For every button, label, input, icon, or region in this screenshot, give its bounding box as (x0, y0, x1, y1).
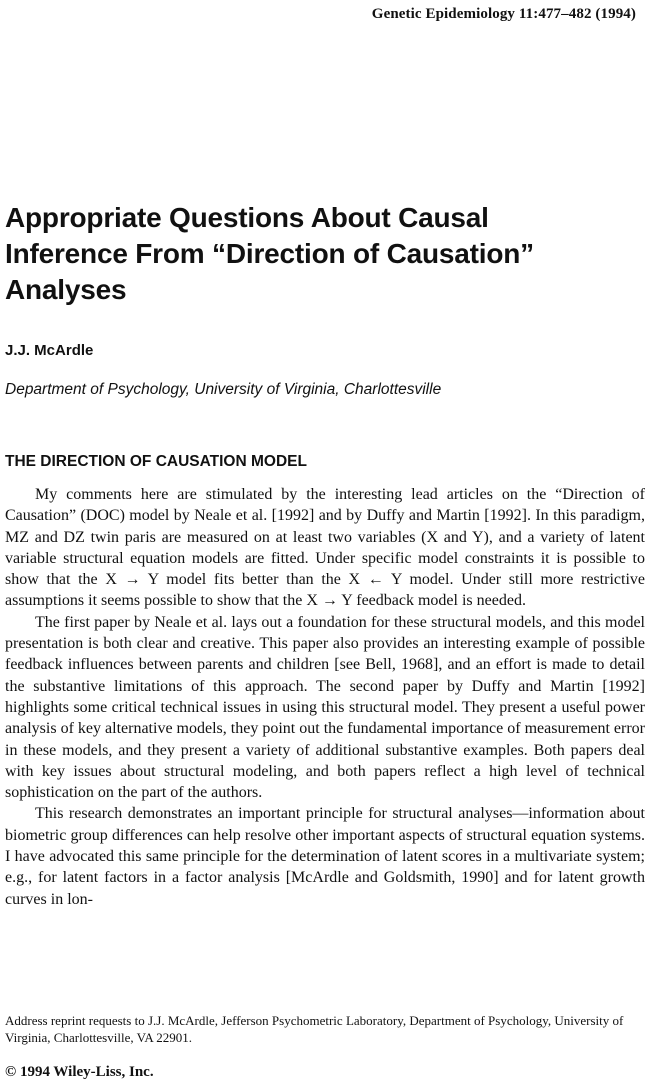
paragraph: This research demonstrates an important principle for structural analyses—information about biometric group differences can help resolve other important aspects of structural equation systems. I have advocated this same principle for the determination of latent scores in a multivariate system; e.g., for latent factors in a factor analysis [McArdle and Goldsmith, 1990] and for latent growth curves in lon- (5, 805, 645, 908)
title-line: Inference From “Direction of Causation” (5, 238, 534, 269)
title-line: Analyses (5, 274, 127, 305)
reprint-footnote: Address reprint requests to J.J. McArdle, Jefferson Psychometric Laboratory, Department of Psychology, University of Virginia, Charlottesville, VA 22901. (5, 1013, 624, 1045)
article-title (5, 200, 645, 308)
author-affiliation: Department of Psychology, University of Virginia, Charlottesville (5, 381, 442, 398)
author-name: J.J. McArdle (5, 342, 94, 359)
title-line: Appropriate Questions About Causal (5, 202, 489, 233)
copyright-notice: © 1994 Wiley-Liss, Inc. (5, 1064, 154, 1080)
journal-citation: Genetic Epidemiology 11:477–482 (1994) (371, 6, 636, 22)
section-heading: THE DIRECTION OF CAUSATION MODEL (5, 453, 307, 470)
paragraph: My comments here are stimulated by the interesting lead articles on the “Direction of Causation” (DOC) model by Neale et al. [1992] and by Duffy and Martin [1992]. In this paradigm, MZ and DZ twin paris are measured on at least two variables (X and Y), and a variety of latent variable structural equation models are fitted. Under specific model constraints it is possible to show that the X → Y model fits better than the X ← Y model. Under still more restrictive assumptions it seems possible to show that the X → Y feedback model is needed. (5, 486, 645, 610)
body-text (5, 484, 645, 910)
paragraph: The first paper by Neale et al. lays out a foundation for these structural models, and this model presentation is both clear and creative. This paper also provides an interesting example of possible feedback influences between parents and children [see Bell, 1968], and an effort is made to detail the substantive limitations of this approach. The second paper by Duffy and Martin [1992] highlights some critical technical issues in using this structural model. They present a useful power analysis of key alternative models, they point out the fundamental importance of measurement error in these models, and they present a variety of additional substantive examples. Both papers deal with key issues about structural modeling, and both papers reflect a high level of technical sophistication on the part of the authors. (5, 613, 645, 802)
